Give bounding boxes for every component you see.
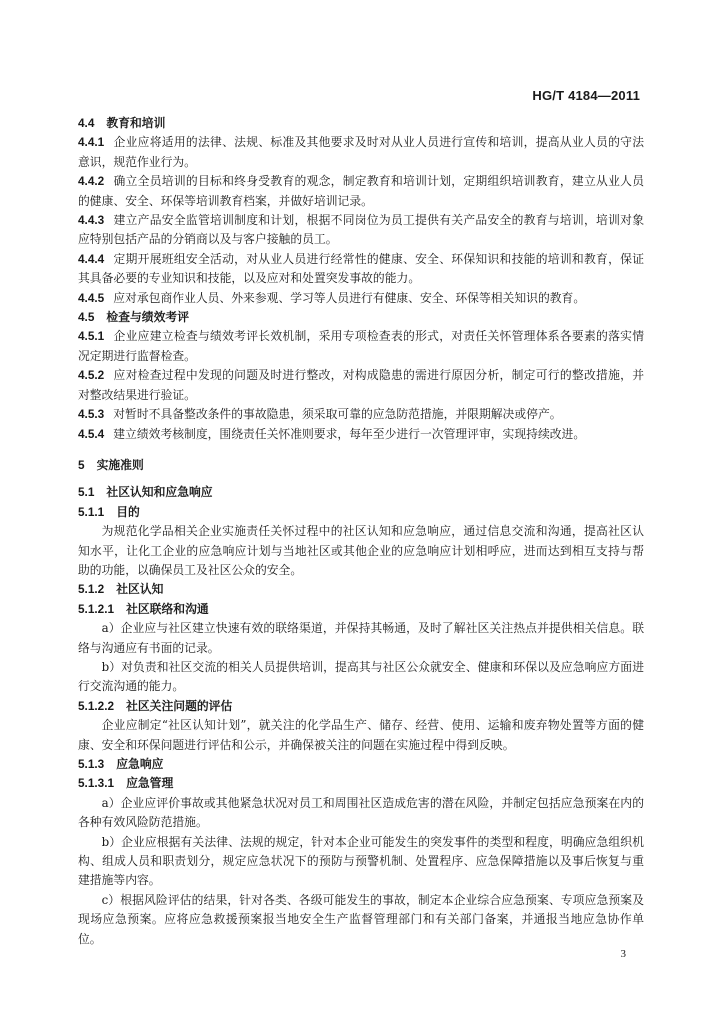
standard-code: HG/T 4184—2011 — [532, 88, 640, 103]
section-heading-4-4: 4.4 教育和培训 — [78, 116, 166, 130]
clause-4-4-4: 4.4.4 定期开展班组安全活动，对从业人员进行经常性的健康、安全、环保知识和技能的培训和教育，保证其具备必要的专业知识和技能，以及应对和处置突发事故的能力。 — [78, 251, 644, 286]
section-heading-5-1-1: 5.1.1 目的 — [78, 504, 140, 519]
document-body — [78, 114, 644, 949]
clause-4-4-3: 4.4.3 建立产品安全监管培训制度和计划，根据不同岗位为员工提供有关产品安全的教育与培训，培训对象应特别包括产品的分销商以及与客户接触的员工。 — [78, 213, 644, 247]
list-item-5-1-3-1-a: a）企业应评价事故或其他紧急状况对员工和周围社区造成危害的潜在风险，并制定包括应急预案在内的各种有效风险防范措施。 — [78, 795, 644, 830]
paragraph-community-concern: 企业应制定“社区认知计划”，就关注的化学品生产、储存、经营、使用、运输和废弃物处置等方面的健康、安全和环保问题进行评估和公示，并确保被关注的问题在实施过程中得到反映。 — [78, 718, 644, 752]
clause-4-4-5: 4.4.5 应对承包商作业人员、外来参观、学习等人员进行有健康、安全、环保等相关知识的教育。 — [78, 290, 586, 305]
list-item-5-1-2-1-b: b）对负责和社区交流的相关人员提供培训，提高其与社区公众就安全、健康和环保以及应急响应方面进行交流沟通的能力。 — [78, 659, 644, 694]
clause-4-5-3: 4.5.3 对暂时不具备整改条件的事故隐患，须采取可靠的应急防范措施，并限期解决或停产。 — [78, 407, 562, 422]
clause-4-5-2: 4.5.2 应对检查过程中发现的问题及时进行整改，对构成隐患的需进行原因分析，制定可行的整改措施，并对整改结果进行验证。 — [78, 368, 644, 402]
list-item-5-1-3-1-c: c）根据风险评估的结果，针对各类、各级可能发生的事故，制定本企业综合应急预案、专项应急预案及现场应急预案。应将应急救援预案报当地安全生产监督管理部门和有关部门备案，并通报当地应急协作单位。 — [78, 892, 644, 946]
list-item-5-1-2-1-a: a）企业应与社区建立快速有效的联络渠道，并保持其畅通，及时了解社区关注热点并提供相关信息。联络与沟通应有书面的记录。 — [78, 621, 644, 655]
paragraph-purpose: 为规范化学品相关企业实施责任关怀过程中的社区认知和应急响应，通过信息交流和沟通，提高社区认知水平，让化工企业的应急响应计划与当地社区或其他企业的应急响应计划相呼应，进而达到相互支持与帮助的功能，以确保员工及社区公众的安全。 — [78, 524, 644, 577]
section-heading-5-1-2: 5.1.2 社区认知 — [78, 582, 164, 597]
section-heading-5-1-2-1: 5.1.2.1 社区联络和沟通 — [78, 601, 209, 616]
list-item-5-1-3-1-b: b）企业应根据有关法律、法规的规定，针对本企业可能发生的突发事件的类型和程度，明确应急组织机构、组成人员和职责划分，规定应急状况下的预防与预警机制、处置程序、应急保障措施以及事后恢复与重建措施等内容。 — [78, 834, 644, 888]
chapter-heading-5: 5 实施准则 — [78, 457, 144, 472]
clause-4-5-4: 4.5.4 建立绩效考核制度，围绕责任关怀准则要求，每年至少进行一次管理评审，实现持续改进。 — [78, 426, 586, 441]
clause-4-4-1: 4.4.1 企业应将适用的法律、法规、标准及其他要求及时对从业人员进行宣传和培训，提高从业人员的守法意识，规范作业行为。 — [78, 135, 644, 169]
clause-4-5-1: 4.5.1 企业应建立检查与绩效考评长效机制，采用专项检查表的形式，对责任关怀管理体系各要素的落实情况定期进行监督检查。 — [78, 329, 644, 363]
section-heading-5-1: 5.1 社区认知和应急响应 — [78, 485, 213, 500]
section-heading-5-1-2-2: 5.1.2.2 社区关注问题的评估 — [78, 698, 233, 713]
clause-4-4-2: 4.4.2 确立全员培训的目标和终身受教育的观念，制定教育和培训计划，定期组织培训教育，建立从业人员的健康、安全、环保等培训教育档案，并做好培训记录。 — [78, 174, 644, 208]
section-heading-4-5: 4.5 检查与绩效考评 — [78, 310, 189, 325]
section-heading-5-1-3-1: 5.1.3.1 应急管理 — [78, 776, 174, 791]
page-number: 3 — [620, 948, 626, 960]
section-heading-5-1-3: 5.1.3 应急响应 — [78, 757, 164, 771]
